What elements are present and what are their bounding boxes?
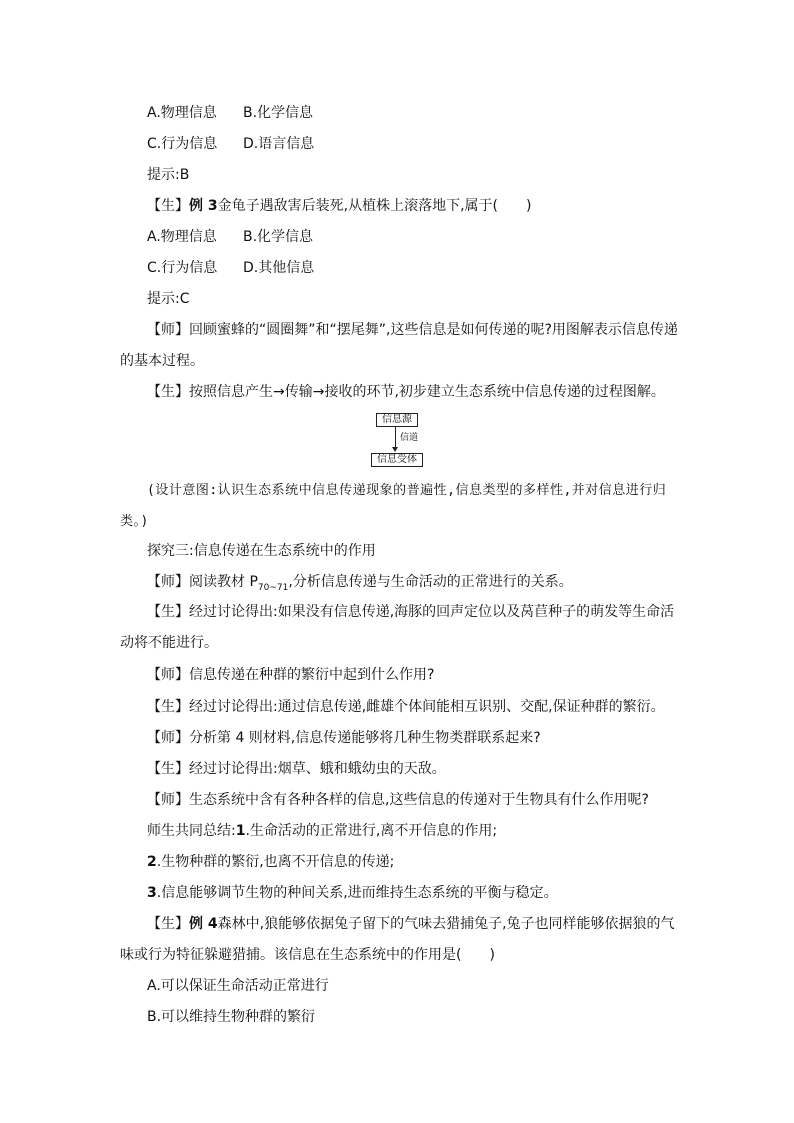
option-c: C.行为信息: [147, 260, 218, 276]
example-text: 金龟子遇敌害后装死,从植株上滚落地下,属于( ): [217, 198, 532, 214]
option-a: A.可以保证生命活动正常进行: [147, 978, 329, 994]
option-d: D.其他信息: [243, 260, 315, 276]
role-tag: 【生】: [147, 916, 189, 932]
student-line: 【生】按照信息产生→传输→接收的环节,初步建立生态系统中信息传递的过程图解。: [147, 384, 665, 400]
role-tag: 【生】: [147, 198, 189, 214]
teacher-line: 【师】生态系统中含有各种各样的信息,这些信息的传递对于生物具有什么作用呢?: [147, 792, 649, 808]
text-fragment: ,分析信息传递与生命活动的正常进行的关系。: [288, 574, 573, 590]
example-3: [147, 196, 531, 216]
option-b: B.可以维持生物种群的繁衍: [147, 1009, 316, 1025]
option-d: D.语言信息: [243, 136, 315, 152]
summary-line: [147, 852, 394, 872]
student-line: 【生】经过讨论得出:烟草、蛾和蛾幼虫的天敌。: [147, 761, 446, 777]
option-b: B.化学信息: [243, 229, 314, 245]
arrow-line: [395, 426, 396, 448]
summary-number: 2: [147, 854, 157, 870]
student-line: 【生】经过讨论得出:通过信息传递,雌雄个体间能相互识别、交配,保证种群的繁衍。: [147, 699, 665, 715]
arrow-down-icon: [392, 447, 398, 452]
summary-line: [147, 821, 497, 841]
student-paragraph: 【生】经过讨论得出:如果没有信息传递,海豚的回声定位以及莴苣种子的萌发等生命活动将不能进行。: [120, 604, 675, 651]
teacher-line: [147, 572, 573, 598]
example-number: 例 3: [189, 198, 218, 214]
option-row: [147, 103, 313, 123]
page-range: 70~71: [257, 582, 289, 593]
summary-number: 3: [147, 885, 157, 901]
text-fragment: 师生共同总结:: [147, 823, 236, 839]
example-4: [120, 909, 680, 971]
example-number: 例 4: [189, 916, 218, 932]
channel-label: 信道: [400, 433, 419, 443]
summary-text: .生命活动的正常进行,离不开信息的作用;: [245, 823, 498, 839]
summary-line: [147, 883, 558, 903]
summary-number: 1: [235, 823, 246, 839]
info-receiver-box: 信息受体: [371, 453, 423, 467]
option-row: [147, 134, 314, 154]
hint-text: 提示:B: [147, 167, 190, 183]
info-source-box: 信息源: [376, 413, 418, 427]
option-c: C.行为信息: [147, 136, 218, 152]
design-intent: (设计意图:认识生态系统中信息传递现象的普遍性,信息类型的多样性,并对信息进行归类。): [120, 483, 667, 529]
summary-text: .生物种群的繁衍,也离不开信息的传递;: [156, 854, 395, 870]
teacher-line: 【师】分析第 4 则材料,信息传递能够将几种生物类群联系起来?: [147, 730, 541, 746]
option-b: B.化学信息: [243, 105, 314, 121]
option-row: [147, 227, 313, 247]
text-fragment: 【师】阅读教材 P: [147, 574, 258, 590]
example-text: 森林中,狼能够依据兔子留下的气味去猎捕兔子,兔子也同样能够依据狼的气味或行为特征躲避猎捕。该信息在生态系统中的作用是( ): [120, 916, 675, 963]
option-row: [147, 258, 314, 278]
section-heading: 探究三:信息传递在生态系统中的作用: [147, 543, 376, 559]
option-a: A.物理信息: [147, 229, 217, 245]
teacher-line: 【师】信息传递在种群的繁衍中起到什么作用?: [147, 667, 435, 683]
teacher-paragraph: 【师】回顾蜜蜂的“圆圈舞”和“摆尾舞”,这些信息是如何传递的呢?用图解表示信息传递的基本过程。: [120, 322, 678, 369]
summary-text: .信息能够调节生物的种间关系,进而维持生态系统的平衡与稳定。: [156, 885, 558, 901]
hint-text: 提示:C: [147, 291, 190, 307]
option-a: A.物理信息: [147, 105, 217, 121]
